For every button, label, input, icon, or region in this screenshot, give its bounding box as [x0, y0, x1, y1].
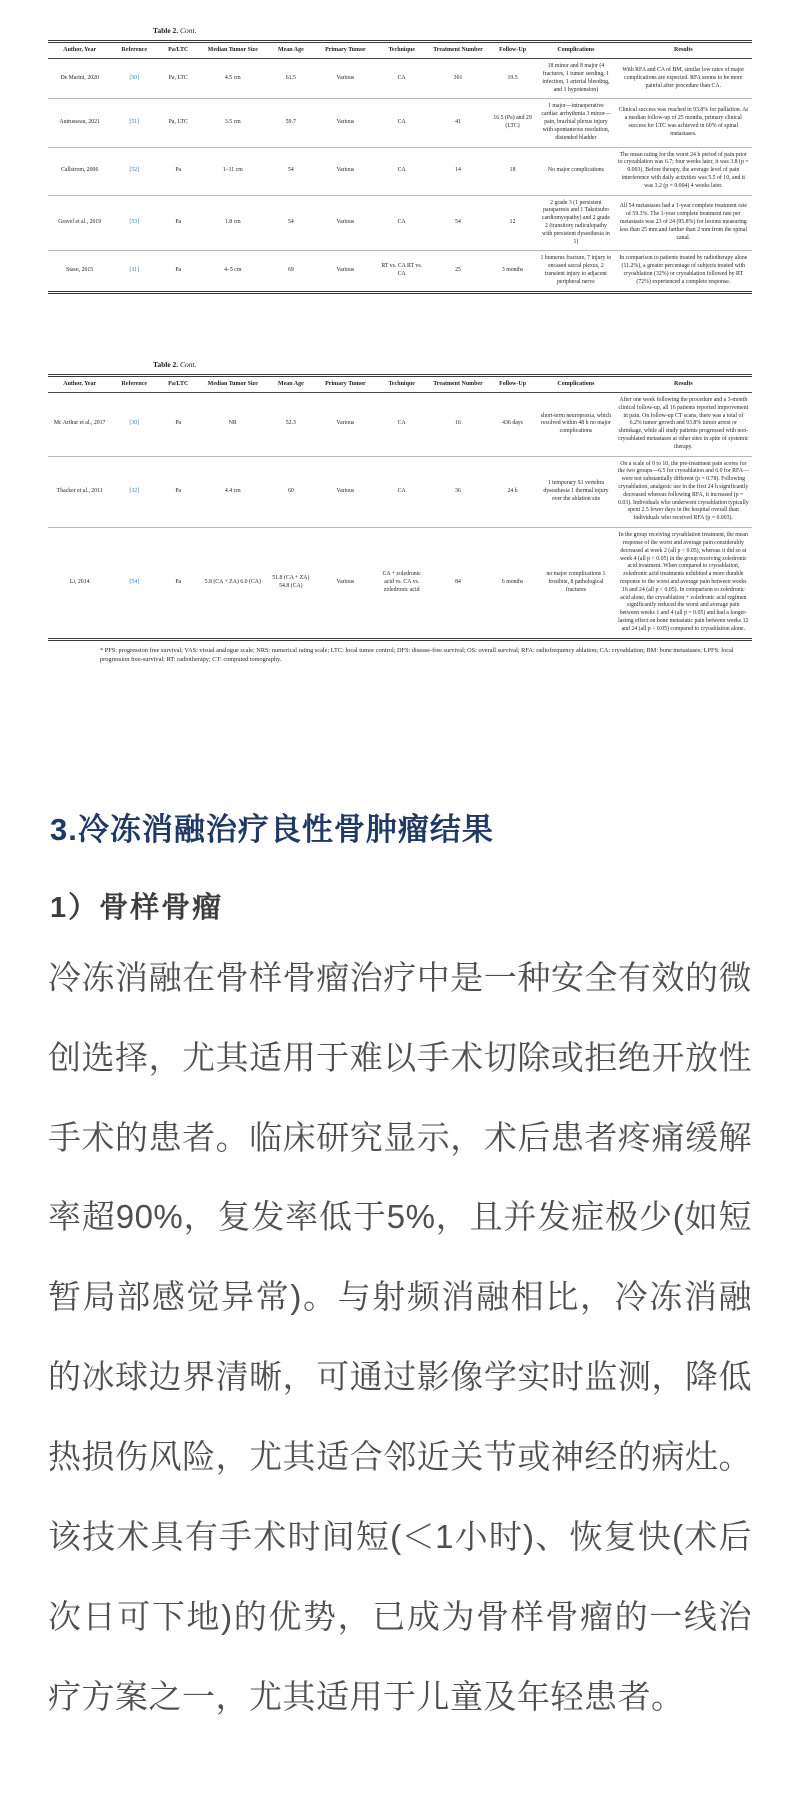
column-header: Mean Age — [266, 375, 315, 392]
table-block-2 — [48, 360, 752, 664]
cell-results: In comparison to patients treated by radiotherapy alone (11.2%), a greater percentage of subjects treated with cryoablation (32%) or cryoablation followed by RT (72%) experienced a complete response. — [619, 255, 748, 285]
column-header: Reference — [111, 375, 157, 392]
cell-technique: CA + zoledronic acid vs. CA vs. zoledronic acid — [382, 571, 421, 593]
table-row — [48, 456, 752, 528]
cell-primary: Various — [336, 219, 355, 226]
table-row — [48, 528, 752, 640]
cell-complications: no major complications 1 frostbite, 8 pathological fractures — [546, 571, 606, 593]
cell-paltc: Pa — [175, 420, 182, 427]
cell-complications: 1 temporary S1 vertebra dysesthesia 1 thermal injury over the ablation site — [543, 480, 609, 502]
cell-primary: Various — [336, 119, 355, 126]
cell-number: 54 — [455, 219, 461, 226]
cell-primary: Various — [336, 167, 355, 174]
cell-number: 301 — [453, 74, 463, 81]
column-header: Primary Tumor — [315, 42, 375, 59]
cell-size: 4.5 cm — [224, 74, 241, 81]
cell-author: Gravel et al., 2019 — [58, 219, 102, 226]
cell-size: 4–5 cm — [224, 267, 242, 274]
cell-paltc: Pa — [175, 219, 182, 226]
cell-number: 14 — [455, 167, 461, 174]
column-header: Primary Tumor — [315, 375, 375, 392]
cell-primary: Various — [336, 578, 355, 585]
article-section — [48, 804, 752, 1737]
cell-author: Li, 2014 — [69, 578, 90, 585]
cell-followup: 6 months — [501, 578, 524, 585]
column-header: Treatment Number — [428, 375, 488, 392]
cell-age: 60 — [287, 487, 294, 494]
cell-paltc: Pa, LTC — [168, 119, 188, 126]
table1-caption-label: Table 2. — [153, 26, 179, 35]
cell-followup: 436 days — [502, 420, 523, 427]
cell-paltc: Pa — [175, 167, 182, 174]
cell-paltc: Pa — [175, 267, 182, 274]
reference-link[interactable]: [50] — [129, 74, 140, 81]
cell-results: With RFA and CA of BM, similar low rates of major complications are expected. RFA seems to be more painful after procedure than CA. — [622, 67, 745, 89]
cell-technique: RT vs. CA RT vs. CA — [381, 263, 423, 278]
reference-link[interactable]: [32] — [129, 487, 140, 494]
table1-caption-cont: Cont. — [180, 26, 197, 35]
column-header: Complications — [537, 42, 614, 59]
column-header: Treatment Number — [428, 42, 488, 59]
cell-results: In the group receiving cryoablation treatment, the mean response of the worst and average pain considerably decreased at week 2 (all p < 0.05), whereas it did so at week 4 (all p < 0.05) in the group receiving zoledronic acid treatment. When compared to cryoablation, zoledronic acid treatments exhibited a more durable response to the worst and average pain between weeks 16 and 24 (all p < 0.05). In comparison to zoledronic acid alone, the cryoablation + zoledronic acid regimen significantly reduced the worst and average pain between weeks 1 and 4 (all p = 0.05) and had a longer-lasting effect on bone metastatic pain between weeks 12 and 24 (all p < 0.05) compared to cryoablation alone. — [618, 532, 749, 632]
cell-results: Clinical success was reached in 93.8% for palliation. At a median follow-up of 25 months, primary clinical success for LTC was achieved in 60% of spinal metastases. — [618, 107, 749, 137]
cell-size: NR — [228, 420, 237, 427]
column-header: Complications — [537, 375, 614, 392]
cell-complications: 1 major—intraoperative cardiac arrhythmia 3 minor—pain, brachial plexus injury with spontaneous resolution, distended bladder — [541, 103, 611, 141]
cell-author: Mc Arthur et al., 2017 — [53, 420, 106, 427]
cell-age: 54 — [287, 219, 294, 226]
column-header: Median Tumor Size — [199, 42, 266, 59]
results-table-2 — [48, 374, 752, 641]
column-header: Follow-Up — [488, 42, 537, 59]
cell-size: 1–11 cm — [222, 167, 243, 174]
cell-primary: Various — [336, 74, 355, 81]
table1-caption — [153, 26, 752, 35]
cell-author: Thacker et al., 2011 — [56, 487, 103, 494]
cell-technique: CA — [397, 420, 406, 427]
cell-paltc: Pa — [175, 487, 182, 494]
column-header: Technique — [375, 42, 428, 59]
cell-followup: 24 h — [507, 487, 518, 494]
table-row — [48, 195, 752, 251]
cell-primary: Various — [336, 487, 355, 494]
cell-number: 25 — [455, 267, 461, 274]
column-header: Mean Age — [266, 42, 315, 59]
subsection-heading: 1）骨样骨瘤 — [50, 891, 224, 924]
cell-results: After one week following the procedure and a 3-month clinical follow-up, all 16 patients reported improvement in pain. On follow-up CT scans, there was a total of 6.2% tumor growth and 93.8% tumor arrest or shrinkage, while all study patients progressed with non-cryoablated metastases at other sites in spite of systemic therapy. — [618, 396, 749, 450]
reference-link[interactable]: [53] — [129, 219, 140, 226]
cell-complications: 2 grade 3 (1 persistent paraparesis and 1 Takotsubo cardiomyopathy) and 2 grade 2 (transitory radiculopathy with persistent dysesthesia in 1) — [541, 199, 610, 245]
cell-size: 3.5 cm — [224, 119, 241, 126]
cell-age: 52.3 — [285, 420, 296, 427]
cell-author: Autrusseau, 2021 — [59, 119, 100, 126]
cell-results: On a scale of 0 to 10, the pre-treatment pain scores for the two groups—6.5 for cryoablation and 6.0 for RFA—were not substantially different (p = 0.78). Following cryoablation, analgesic use in the first 24 h significantly decreased whereas following RFA, it increased (p = 0.03). Individuals who underwent cryoablation typically spent 2.5 fewer days in the hospital overall than individuals who received RFA (p = 0.003). — [617, 460, 749, 522]
table1-body — [48, 59, 752, 293]
cell-results: The mean rating for the worst 24 h period of pain prior to cryoablation was 6.7; four weeks later, it was 3.8 (p = 0.003). Before therapy, the average level of pain interference with daily activities was 5.5 of 10, and it was 3.2 (p = 0.004) 4 weeks later. — [618, 151, 749, 189]
table-footnote: * PFS: progression free survival; VAS: visual analogue scale; NRS: numerical rating scale; LTC: local tumor control; DFS: disease-free survival; OS: overall survival; RFA: radiofrequency ablation; CA: cryoablation; BM: bone metastases; LPFS: local progression free-survival; RT: radiotherapy; CT: computed tomography. — [100, 646, 734, 663]
reference-link[interactable]: [54] — [129, 578, 140, 585]
reference-link[interactable]: [52] — [129, 167, 140, 174]
cell-technique: CA — [397, 219, 406, 226]
table-block-1 — [48, 26, 752, 294]
cell-age: 59.7 — [285, 119, 296, 126]
table2-caption-cont: Cont. — [180, 359, 197, 369]
cell-paltc: Pa — [175, 578, 182, 585]
table-row — [48, 251, 752, 292]
cell-author: Callstrom, 2006 — [61, 167, 99, 174]
cell-age: 51.8 (CA + ZA) 54.8 (CA) — [272, 575, 310, 589]
cell-paltc: Pa, LTC — [168, 74, 188, 81]
column-header: Median Tumor Size — [199, 375, 266, 392]
cell-results: All 54 metastases had a 1-year complete treatment rate of 59.3%. The 1-year complete treatment rate per metastasis was 23 of 24 (95.8%) for lesions measuring less than 25 mm and farther than 2 mm from the spinal canal. — [619, 203, 747, 241]
cell-age: 69 — [287, 267, 294, 274]
column-header: Author, Year — [48, 375, 111, 392]
column-header: Pa/LTC — [157, 42, 199, 59]
cell-complications: 1 humerus fracture, 7 injury to encased sacral plexus, 2 transient injury to adjacent peripheral nerve — [540, 255, 612, 285]
table2-caption — [153, 360, 752, 369]
column-header: Technique — [375, 375, 428, 392]
cell-author: De Marini, 2020 — [60, 74, 99, 81]
reference-link[interactable]: [31] — [129, 267, 140, 274]
table-row — [48, 147, 752, 195]
cell-age: 61.5 — [285, 74, 296, 81]
cell-author: Staso, 2015 — [66, 267, 94, 274]
reference-link[interactable]: [51] — [129, 119, 140, 126]
cell-technique: CA — [397, 167, 406, 174]
column-header: Pa/LTC — [157, 375, 199, 392]
cell-followup: 3 months — [501, 267, 524, 274]
cell-number: 36 — [455, 487, 461, 494]
table-row — [48, 392, 752, 456]
column-header: Results — [615, 375, 752, 392]
cell-number: 84 — [455, 578, 461, 585]
column-header: Reference — [111, 42, 157, 59]
cell-age: 54 — [287, 167, 294, 174]
table2-caption-label: Table 2. — [153, 359, 179, 369]
cell-technique: CA — [397, 74, 406, 81]
reference-link[interactable]: [30] — [129, 420, 140, 427]
cell-technique: CA — [397, 487, 406, 494]
cell-technique: CA — [397, 119, 406, 126]
cell-complications: No major complications — [547, 167, 604, 174]
table2-header-row — [48, 375, 752, 392]
column-header: Results — [615, 42, 752, 59]
cell-primary: Various — [336, 420, 355, 427]
cell-followup: 12 — [509, 219, 516, 226]
table-row — [48, 99, 752, 147]
cell-followup: 19.5 — [507, 74, 518, 81]
cell-primary: Various — [336, 267, 355, 274]
cell-size: 1.8 cm — [224, 219, 241, 226]
body-paragraph: 冷冻消融在骨样骨瘤治疗中是一种安全有效的微创选择，尤其适用于难以手术切除或拒绝开放性手术的患者。临床研究显示，术后患者疼痛缓解率超90%，复发率低于5%，且并发症极少(如短暂局部感觉异常)。与射频消融相比，冷冻消融的冰球边界清晰，可通过影像学实时监测，降低热损伤风险，尤其适合邻近关节或神经的病灶。该技术具有手术时间短(＜1小时)、恢复快(术后次日可下地)的优势，已成为骨样骨瘤的一线治疗方案之一，尤其适用于儿童及年轻患者。 — [48, 958, 752, 1715]
table-row — [48, 59, 752, 99]
cell-number: 16 — [455, 420, 461, 427]
results-table-1 — [48, 40, 752, 294]
cell-size: 5.8 (CA + ZA) 6.0 (CA) — [204, 578, 261, 585]
cell-complications: short-term neuropraxia, which resolved within 48 h no major complications — [540, 412, 612, 435]
table1-header-row — [48, 42, 752, 59]
cell-followup: 16.5 (Pa) and 29 (LTC) — [493, 115, 532, 129]
section-heading: 3.冷冻消融治疗良性骨肿瘤结果 — [50, 811, 494, 847]
cell-complications: 18 minor and 8 major (4 fractures, 1 tumor seeding, 1 infection, 1 arterial bleeding, and 1 hypotension) — [542, 63, 610, 93]
cell-number: 41 — [455, 119, 461, 126]
column-header: Author, Year — [48, 42, 111, 59]
column-header: Follow-Up — [488, 375, 537, 392]
cell-size: 4.4 cm — [224, 487, 241, 494]
cell-followup: 18 — [509, 167, 516, 174]
table2-body — [48, 392, 752, 639]
